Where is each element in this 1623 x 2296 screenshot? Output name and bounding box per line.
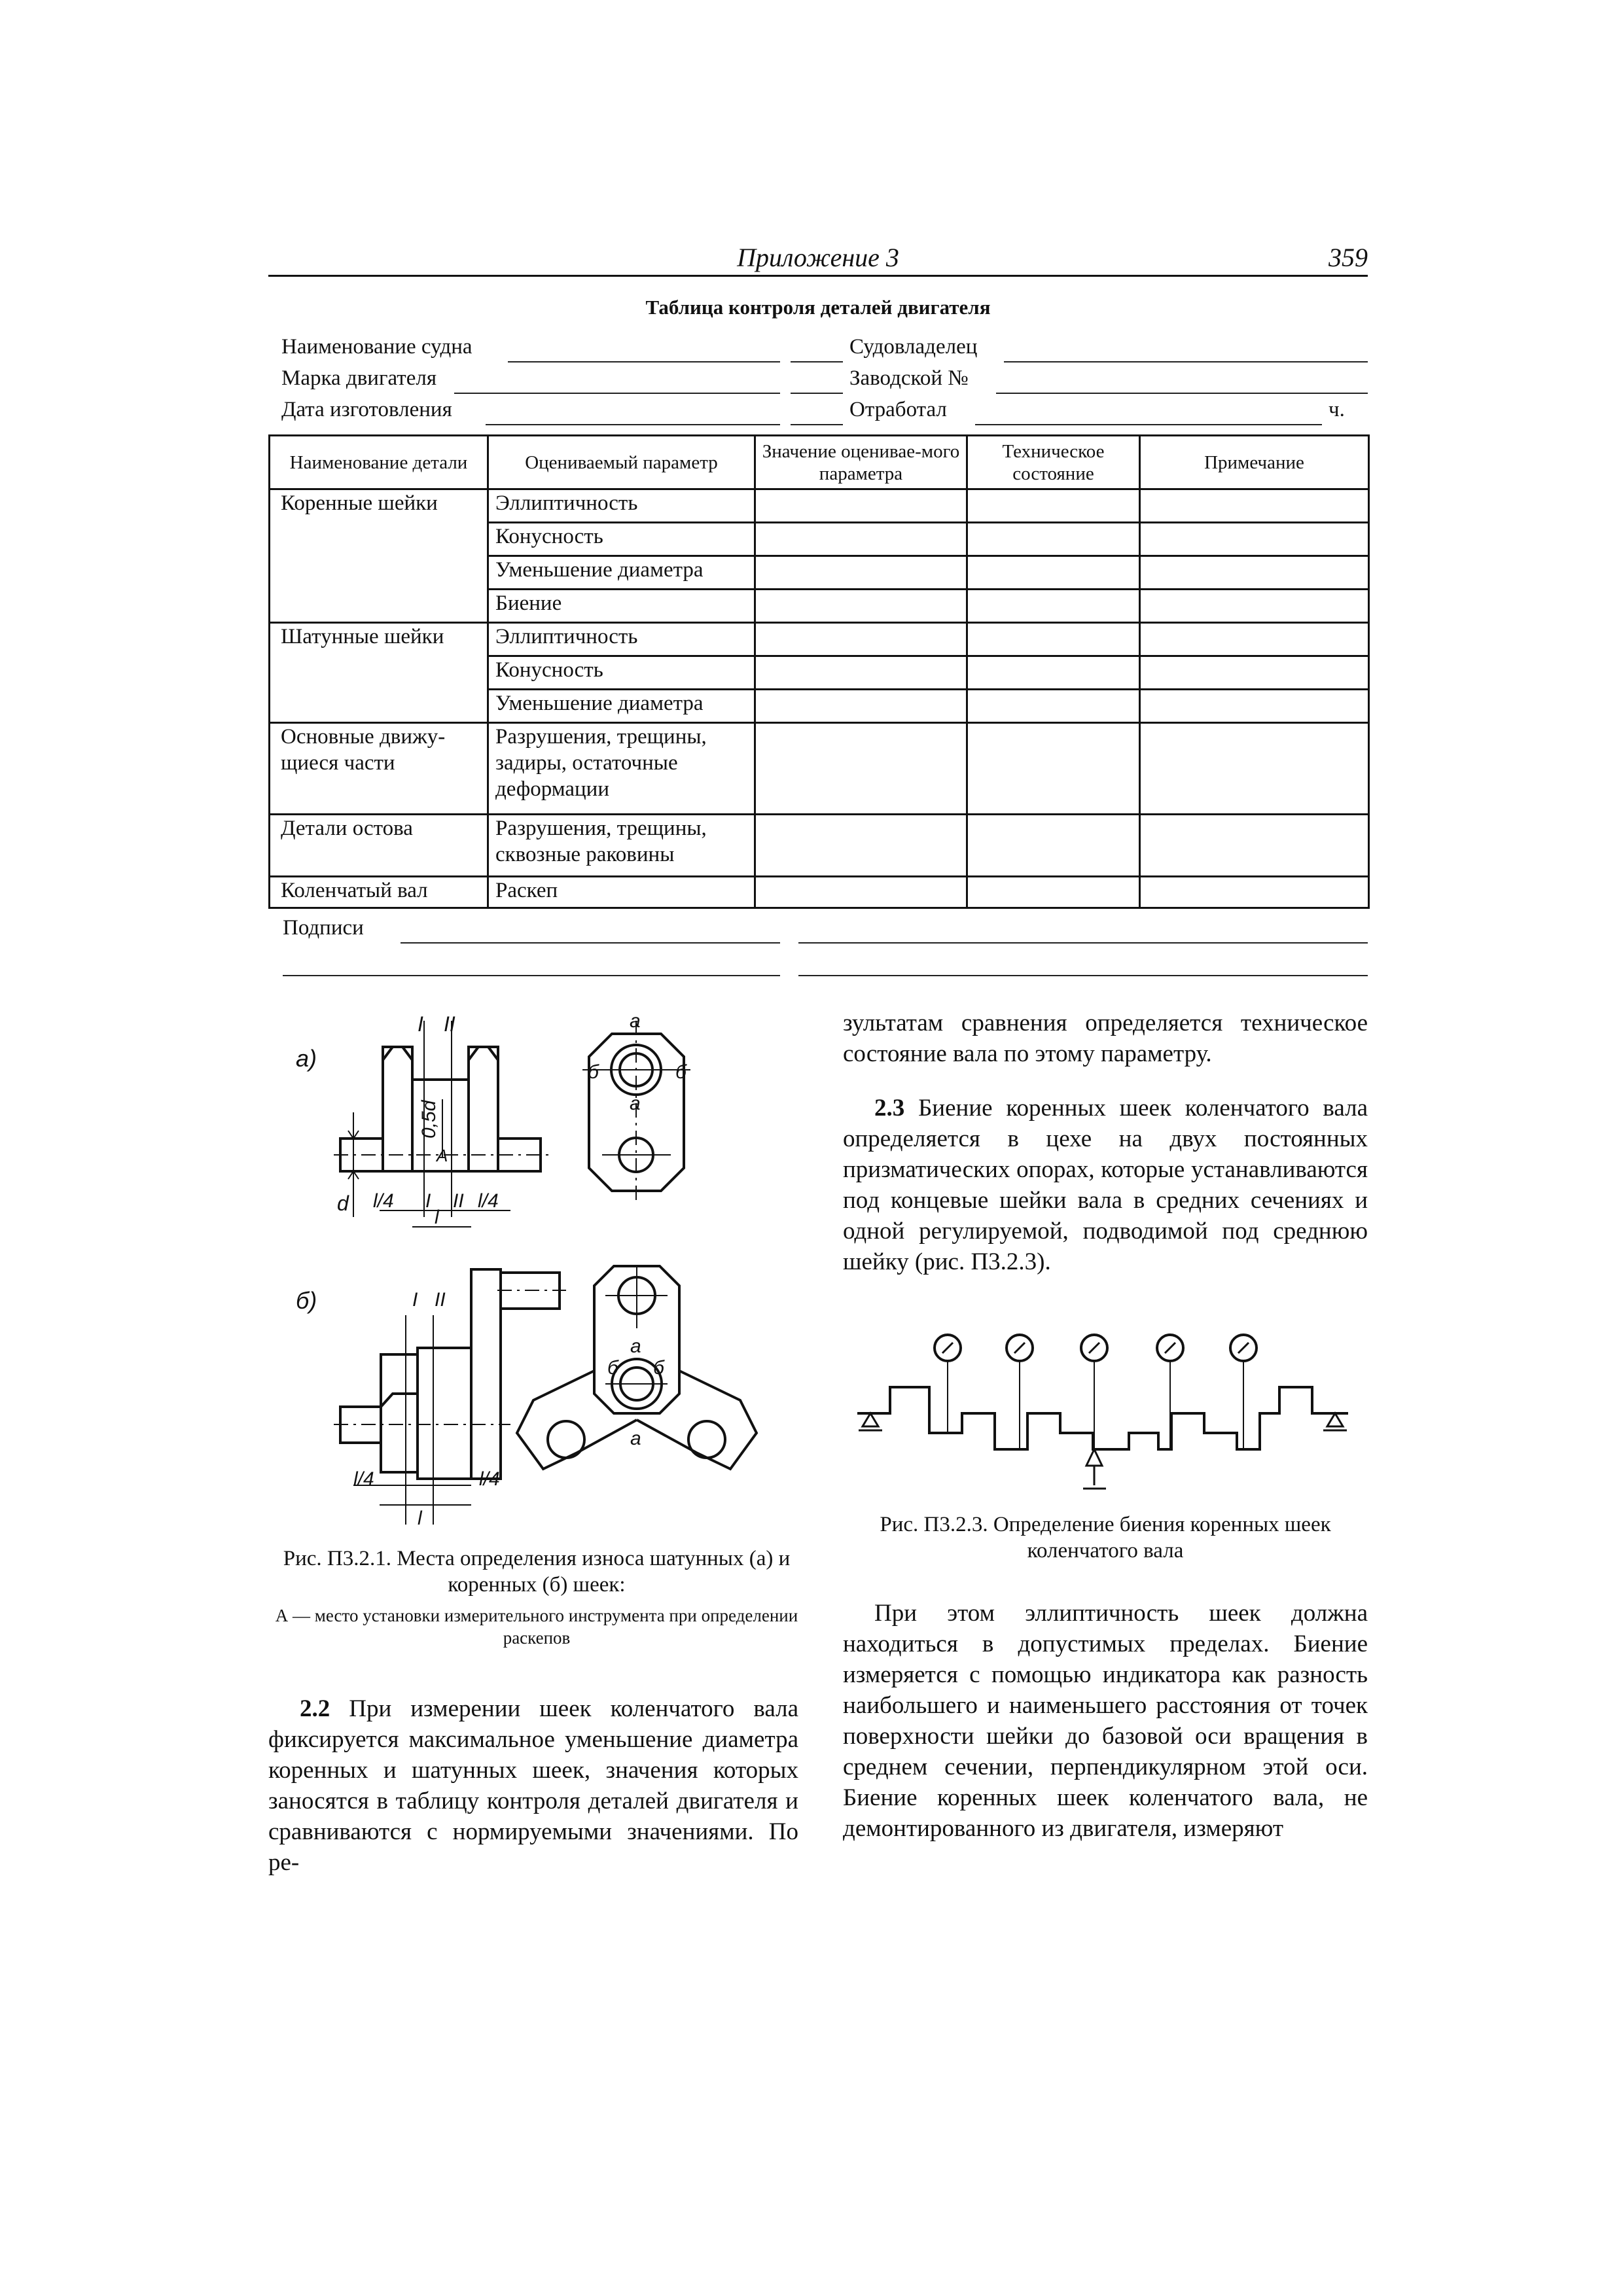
value-cell [755, 523, 967, 556]
figure1-caption: Рис. П3.2.1. Места определения износа шатунных (а) и коренных (б) шеек: [283, 1547, 791, 1597]
note-cell [1140, 723, 1369, 815]
note-cell [1140, 877, 1369, 908]
signature-line [401, 942, 780, 944]
table-row [270, 877, 1369, 908]
serial-no-label: Заводской № [849, 366, 969, 390]
value-cell [755, 815, 967, 877]
condition-cell [967, 723, 1140, 815]
fig-label-b: б) [296, 1287, 317, 1314]
running-header [268, 241, 1368, 277]
condition-cell [967, 690, 1140, 723]
part-moving-parts: Основные движу-щиеся части [270, 723, 488, 815]
signature-line [798, 975, 1368, 976]
hours-worked-line [975, 424, 1322, 425]
condition-cell [967, 815, 1140, 877]
note-cell [1140, 623, 1369, 656]
header-condition: Техническое состояние [967, 436, 1140, 489]
param-cell: Разрушения, трещины, задиры, остаточные деформации [488, 723, 755, 815]
header-note: Примечание [1140, 436, 1369, 489]
paragraph-2-2-text: При измерении шеек коленчатого вала фиксируется максимальное уменьшение диаметра коренных и шатунных шеек, значения которых заносятся в таблицу контроля деталей двигателя и сравниваются с нормируемыми значениями. По ре- [268, 1695, 799, 1876]
dim-I-b: I [412, 1289, 418, 1311]
value-cell [755, 723, 967, 815]
note-cell [1140, 489, 1369, 523]
dim-half-d: 0,5d [418, 1100, 440, 1139]
dim-l4-b-left: l/4 [353, 1468, 374, 1490]
control-table [268, 434, 1370, 909]
runout-measurement-figure [851, 1322, 1361, 1498]
crankshaft-profile [857, 1387, 1348, 1449]
vessel-name-label: Наименование судна [281, 335, 473, 359]
value-cell [755, 656, 967, 690]
vessel-name-line [508, 361, 780, 362]
label-b-left: б [588, 1061, 599, 1083]
header-part-name: Наименование детали [270, 436, 488, 489]
param-cell: Уменьшение диаметра [488, 556, 755, 590]
header-parameter: Оцениваемый параметр [488, 436, 755, 489]
value-cell [755, 556, 967, 590]
engine-model-line [454, 393, 780, 394]
engine-model-line-2 [791, 393, 843, 394]
note-cell [1140, 690, 1369, 723]
dim-A: A [437, 1146, 448, 1165]
dim-l4-b-right: l/4 [479, 1468, 500, 1490]
page-number: 359 [1329, 243, 1368, 272]
label-b-b-left: б [607, 1357, 618, 1379]
dim-II-lower: II [453, 1190, 464, 1212]
note-cell [1140, 523, 1369, 556]
param-cell: Эллиптичность [488, 489, 755, 523]
paragraph-2-3-number: 2.3 [874, 1095, 905, 1122]
dim-II: II [444, 1012, 455, 1036]
param-cell: Уменьшение диаметра [488, 690, 755, 723]
hours-unit: ч. [1329, 398, 1345, 421]
vessel-name-line-2 [791, 361, 843, 362]
figure3-caption: Рис. П3.2.3. Определение биения коренных шеек коленчатого вала [880, 1513, 1331, 1563]
dim-l-b: l [418, 1508, 422, 1529]
value-cell [755, 590, 967, 623]
label-a-bottom: а [630, 1093, 641, 1114]
condition-cell [967, 656, 1140, 690]
serial-no-line [996, 393, 1368, 394]
prism-supports [859, 1413, 1347, 1489]
manufacture-date-label: Дата изготовления [281, 398, 452, 421]
condition-cell [967, 590, 1140, 623]
param-cell: Раскеп [488, 877, 755, 908]
condition-cell [967, 556, 1140, 590]
manufacture-date-line-2 [791, 424, 843, 425]
condition-cell [967, 877, 1140, 908]
engine-model-label: Марка двигателя [281, 366, 437, 390]
dim-I-lower: I [425, 1190, 431, 1212]
dim-l: l [435, 1207, 439, 1228]
table-row [270, 489, 1369, 523]
label-a-b-bottom: а [630, 1428, 641, 1449]
signature-line [798, 942, 1368, 944]
paragraph-2-3 [843, 1093, 1368, 1277]
table-row [270, 815, 1369, 877]
paragraph-2-3-text: Биение коренных шеек коленчатого вала определяется в цехе на двух постоянных призматических опорах, которые устанавливаются под концевые шейки вала в средних сечениях и одной регулируемой, подводимой под среднюю шейку (рис. П3.2.3). [843, 1095, 1368, 1275]
condition-cell [967, 489, 1140, 523]
dim-l4-left: l/4 [373, 1190, 394, 1212]
dim-II-b: II [435, 1289, 446, 1311]
part-main-journals: Коренные шейки [270, 489, 488, 623]
param-cell: Конусность [488, 523, 755, 556]
header-title: Приложение 3 [737, 243, 899, 272]
param-cell: Биение [488, 590, 755, 623]
label-b-right: б [675, 1061, 687, 1083]
manufacture-date-line [486, 424, 780, 425]
owner-line [1004, 361, 1368, 362]
note-cell [1140, 556, 1369, 590]
param-cell: Разрушения, трещины, сквозные раковины [488, 815, 755, 877]
owner-label: Судовладелец [849, 335, 978, 359]
table-header-row [270, 436, 1369, 489]
crank-view-a [334, 1021, 550, 1227]
paragraph-continuation: зультатам сравнения определяется техническое состояние вала по этому параметру. [843, 1010, 1368, 1067]
note-cell [1140, 656, 1369, 690]
crankshaft-wear-figure [275, 1008, 812, 1538]
note-cell [1140, 590, 1369, 623]
paragraph-2-2 [268, 1693, 798, 1878]
part-crankshaft: Коленчатый вал [270, 877, 488, 908]
table-row [270, 623, 1369, 656]
paragraph-runout: При этом эллиптичность шеек должна находиться в допустимых пределах. Биение измеряется с помощью индикатора как разность наибольшего и наименьшего расстояния от точек поверхности шейки до базовой оси вращения в среднем сечении, перпендикулярном этой оси. Биение коренных шеек коленчатого вала, не демонтированного из двигателя, измеряют [843, 1600, 1368, 1842]
value-cell [755, 489, 967, 523]
dim-I: I [418, 1012, 423, 1036]
header-value: Значение оценивае-мого параметра [755, 436, 967, 489]
condition-cell [967, 623, 1140, 656]
part-frame: Детали остова [270, 815, 488, 877]
label-a-top: а [630, 1010, 641, 1032]
condition-cell [967, 523, 1140, 556]
param-cell: Эллиптичность [488, 623, 755, 656]
signatures-label: Подписи [283, 916, 364, 940]
value-cell [755, 877, 967, 908]
paragraph-2-2-number: 2.2 [300, 1695, 330, 1722]
note-cell [1140, 815, 1369, 877]
hours-worked-label: Отработал [849, 398, 947, 421]
fig-label-a: а) [296, 1045, 317, 1072]
label-b-b-right: б [653, 1357, 664, 1379]
label-a-b-top: а [630, 1335, 641, 1357]
signature-line [283, 975, 780, 976]
param-cell: Конусность [488, 656, 755, 690]
table-title: Таблица контроля деталей двигателя [645, 296, 991, 319]
value-cell [755, 623, 967, 656]
part-crank-pins: Шатунные шейки [270, 623, 488, 723]
value-cell [755, 690, 967, 723]
table-row [270, 723, 1369, 815]
dim-d: d [337, 1192, 349, 1215]
figure1-caption-note: А — место установки измерительного инструмента при определении раскепов [275, 1606, 798, 1648]
dim-l4-right: l/4 [478, 1190, 499, 1212]
